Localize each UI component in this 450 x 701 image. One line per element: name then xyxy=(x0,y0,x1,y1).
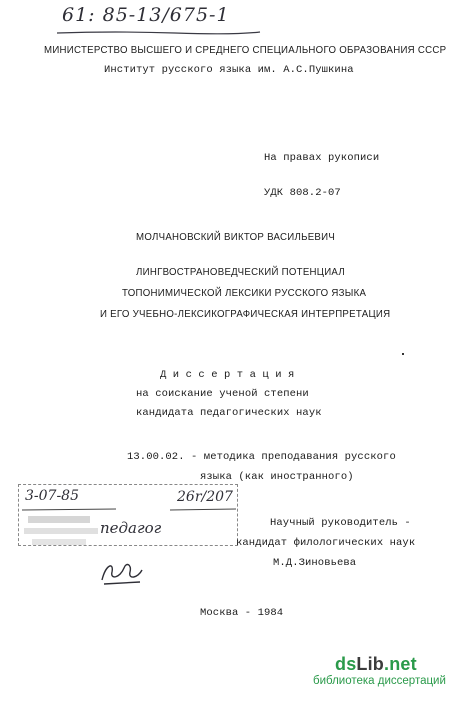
place-year: Москва - 1984 xyxy=(200,607,284,619)
dslib-logo-ds: ds xyxy=(335,654,357,674)
thesis-title-line-2: ТОПОНИМИЧЕСКОЙ ЛЕКСИКИ РУССКОГО ЯЗЫКА xyxy=(122,287,367,299)
archive-number-underline xyxy=(55,30,265,36)
dslib-logo xyxy=(335,654,417,675)
stamp-date: 3-07-85 xyxy=(25,488,79,504)
dslib-tagline: библиотека диссертаций xyxy=(313,675,446,687)
institute-name: Институт русского языка им. А.С.Пушкина xyxy=(104,64,354,76)
stamp-code: 26r/207 xyxy=(177,489,233,505)
stamp-faded-lines xyxy=(22,512,102,552)
speck xyxy=(402,353,404,355)
degree-line-1: на соискание ученой степени xyxy=(136,388,309,400)
supervisor-line-3: М.Д.Зиновьева xyxy=(273,557,357,569)
archive-number: 61: 85-13/675-1 xyxy=(62,4,230,26)
specialty-line-2: языка (как иностранного) xyxy=(200,471,354,483)
thesis-title-line-3: И ЕГО УЧЕБНО-ЛЕКСИКОГРАФИЧЕСКАЯ ИНТЕРПРЕТАЦИЯ xyxy=(100,308,391,320)
dslib-logo-net: .net xyxy=(384,654,417,674)
manuscript-rights: На правах рукописи xyxy=(264,152,380,164)
supervisor-line-2: кандидат филологических наук xyxy=(236,537,416,549)
supervisor-line-1: Научный руководитель - xyxy=(270,517,411,529)
ministry-heading: МИНИСТЕРСТВО ВЫСШЕГО И СРЕДНЕГО СПЕЦИАЛЬНОГО ОБРАЗОВАНИЯ СССР xyxy=(44,44,447,56)
degree-line-2: кандидата педагогических наук xyxy=(136,407,322,419)
signature xyxy=(96,558,148,588)
author-name: МОЛЧАНОВСКИЙ ВИКТОР ВАСИЛЬЕВИЧ xyxy=(136,231,336,243)
stamp-word: педагог xyxy=(100,519,162,537)
dslib-logo-lib: Lib xyxy=(356,654,384,674)
udk-code: УДК 808.2-07 xyxy=(264,187,341,199)
dissertation-heading: Д и с с е р т а ц и я xyxy=(160,369,295,381)
specialty-line-1: 13.00.02. - методика преподавания русского xyxy=(127,451,396,463)
thesis-title-line-1: ЛИНГВОСТРАНОВЕДЧЕСКИЙ ПОТЕНЦИАЛ xyxy=(136,266,345,278)
